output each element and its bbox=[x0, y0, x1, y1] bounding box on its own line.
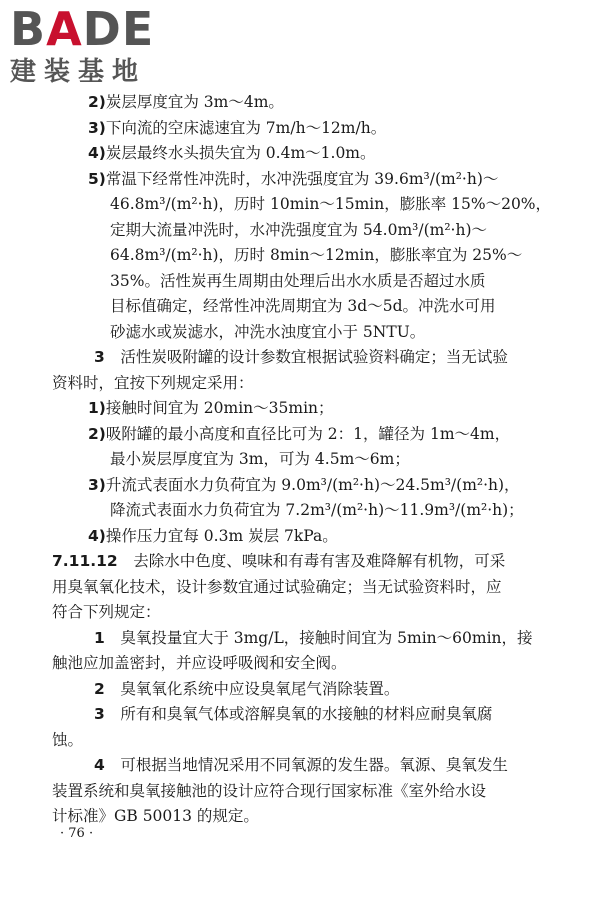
text-line bbox=[52, 575, 552, 601]
item-number: 2 bbox=[94, 679, 105, 698]
item-number: 1) bbox=[88, 399, 106, 417]
line-text: 可根据当地情况采用不同氧源的发生器。氧源、臭氧发生 bbox=[120, 756, 508, 774]
item-number: 4) bbox=[88, 526, 106, 545]
line-text: 资料时，宜按下列规定采用： bbox=[52, 373, 254, 392]
line-text: 所有和臭氧气体或溶解臭氧的水接触的材料应耐臭氧腐 bbox=[120, 705, 493, 723]
line-text: 35%。活性炭再生周期由处理后出水水质是否超过水质 bbox=[110, 271, 486, 290]
text-line bbox=[52, 396, 552, 422]
text-line bbox=[52, 728, 552, 754]
logo-subtitle: 建装基地 bbox=[10, 57, 147, 87]
text-line bbox=[52, 498, 552, 524]
text-line bbox=[52, 447, 552, 473]
line-text: 常温下经常性冲洗时，水冲洗强度宜为 39.6m³/(m²·h)～ bbox=[105, 169, 499, 188]
item-number: 5) bbox=[88, 169, 106, 188]
text-line bbox=[52, 753, 552, 779]
item-number: 3) bbox=[88, 475, 106, 494]
text-line bbox=[52, 167, 552, 193]
line-text: 臭氧投量宜大于 3mg/L，接触时间宜为 5min～60min，接 bbox=[120, 628, 533, 647]
text-line bbox=[52, 320, 552, 346]
text-line bbox=[52, 804, 552, 830]
text-line bbox=[52, 90, 552, 116]
line-text: 定期大流量冲洗时，水冲洗强度宜为 54.0m³/(m²·h)～ bbox=[110, 220, 487, 239]
text-line bbox=[52, 702, 552, 728]
line-text: 最小炭层厚度宜为 3m，可为 4.5m～6m； bbox=[110, 450, 410, 468]
line-text: 炭层厚度宜为 3m～4m。 bbox=[105, 93, 284, 111]
line-text: 64.8m³/(m²·h)，历时 8min～12min，膨胀率宜为 25%～ bbox=[110, 246, 523, 264]
line-text: 目标值确定，经常性冲洗周期宜为 3d～5d。冲洗水可用 bbox=[110, 297, 496, 315]
item-number: 3 bbox=[94, 705, 105, 723]
line-text: 吸附罐的最小高度和直径比可为 2：1，罐径为 1m～4m， bbox=[105, 424, 511, 443]
text-line bbox=[52, 549, 552, 575]
text-line bbox=[52, 524, 552, 550]
line-text: 蚀。 bbox=[52, 730, 84, 749]
text-line bbox=[52, 243, 552, 269]
line-text: 去除水中色度、嗅味和有毒有害及难降解有机物，可采 bbox=[133, 552, 506, 570]
text-line bbox=[52, 371, 552, 397]
text-line bbox=[52, 473, 552, 499]
line-text: 升流式表面水力负荷宜为 9.0m³/(m²·h)～24.5m³/(m²·h)， bbox=[105, 475, 520, 494]
line-text: 下向流的空床滤速宜为 7m/h～12m/h。 bbox=[105, 118, 387, 137]
bade-logo bbox=[10, 4, 180, 88]
text-line bbox=[52, 651, 552, 677]
line-text: 计标准》GB 50013 的规定。 bbox=[52, 807, 259, 825]
item-number: 3 bbox=[94, 348, 105, 366]
text-line bbox=[52, 141, 552, 167]
line-text: 触池应加盖密封，并应设呼吸阀和安全阀。 bbox=[52, 654, 347, 672]
text-line bbox=[52, 422, 552, 448]
text-line bbox=[52, 600, 552, 626]
line-text: 炭层最终水头损失宜为 0.4m～1.0m。 bbox=[105, 144, 376, 162]
text-line bbox=[52, 345, 552, 371]
text-line bbox=[52, 779, 552, 805]
line-text: 46.8m³/(m²·h)，历时 10min～15min，膨胀率 15%～20%， bbox=[110, 195, 552, 213]
page-number: · 76 · bbox=[60, 826, 94, 841]
item-number: 1 bbox=[94, 628, 105, 647]
item-number: 2) bbox=[88, 424, 106, 443]
item-number: 4 bbox=[94, 756, 105, 774]
text-line bbox=[52, 677, 552, 703]
item-number: 3) bbox=[88, 118, 106, 137]
line-text: 接触时间宜为 20min～35min； bbox=[105, 399, 334, 417]
item-number: 4) bbox=[88, 144, 106, 162]
text-line bbox=[52, 269, 552, 295]
line-text: 装置系统和臭氧接触池的设计应符合现行国家标准《室外给水设 bbox=[52, 781, 487, 800]
text-line bbox=[52, 116, 552, 142]
document-body bbox=[52, 90, 552, 830]
logo-wordmark: BADE bbox=[10, 2, 155, 56]
line-text: 砂滤水或炭滤水，冲洗水浊度宜小于 5NTU。 bbox=[110, 322, 426, 341]
line-text: 活性炭吸附罐的设计参数宜根据试验资料确定；当无试验 bbox=[120, 348, 508, 366]
text-line bbox=[52, 192, 552, 218]
text-line bbox=[52, 218, 552, 244]
item-number: 7.11.12 bbox=[52, 552, 118, 570]
text-line bbox=[52, 294, 552, 320]
line-text: 符合下列规定： bbox=[52, 603, 161, 621]
line-text: 操作压力宜每 0.3m 炭层 7kPa。 bbox=[105, 526, 338, 545]
line-text: 用臭氧氧化技术，设计参数宜通过试验确定；当无试验资料时，应 bbox=[52, 577, 502, 596]
item-number: 2) bbox=[88, 93, 106, 111]
text-line bbox=[52, 626, 552, 652]
line-text: 臭氧氧化系统中应设臭氧尾气消除装置。 bbox=[120, 679, 400, 698]
line-text: 降流式表面水力负荷宜为 7.2m³/(m²·h)～11.9m³/(m²·h)； bbox=[110, 501, 524, 519]
